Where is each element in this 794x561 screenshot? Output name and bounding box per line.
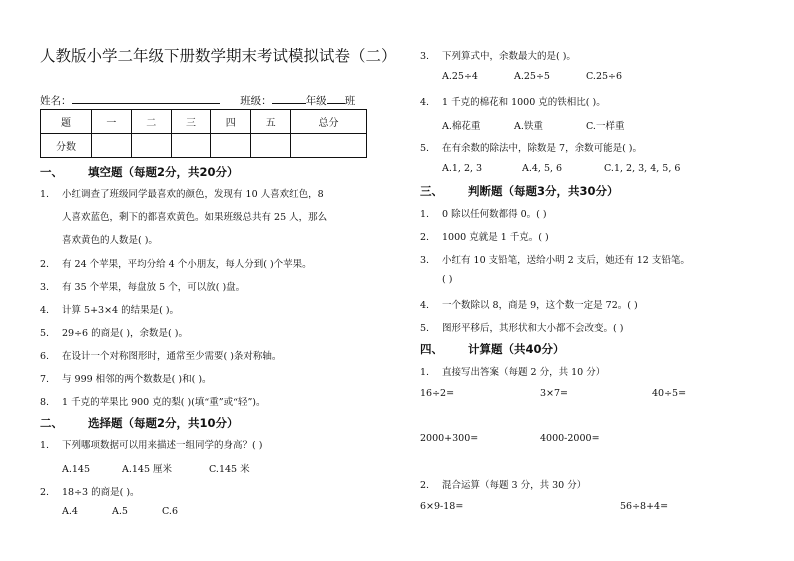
question: 1. 小红调查了班级同学最喜欢的颜色，发现有 10 人喜欢红色，8 xyxy=(40,189,324,200)
question-continued: ( ) xyxy=(442,274,453,285)
question-text: 在有余数的除法中，除数是 7，余数可能是( )。 xyxy=(442,143,642,154)
question-text: 下列算式中，余数最大的是( )。 xyxy=(442,51,576,62)
option[interactable]: C.1, 2, 3, 4, 5, 6 xyxy=(604,163,681,174)
section-number: 三、 xyxy=(420,184,443,198)
question-text: 直接写出答案（每题 2 分，共 10 分） xyxy=(442,367,606,378)
score-cell[interactable] xyxy=(92,134,132,158)
score-table-score-row xyxy=(41,134,367,158)
student-info-line xyxy=(40,93,355,108)
section-title: 判断题（每题3分，共30分） xyxy=(468,184,619,198)
question: 3. 小红有 10 支铅笔，送给小明 2 支后，她还有 12 支铅笔。 xyxy=(420,255,690,266)
grade-field[interactable] xyxy=(272,93,306,104)
grade-suffix: 年级 xyxy=(305,95,327,107)
header-cell: 总分 xyxy=(290,110,366,134)
question: 8. 1 千克的苹果比 900 克的梨( )(填“重”或“轻”)。 xyxy=(40,397,266,408)
header-cell: 五 xyxy=(251,110,291,134)
question: 3. 下列算式中，余数最大的是( )。 xyxy=(420,51,576,62)
question: 1. 0 除以任何数都得 0。( ) xyxy=(420,209,547,220)
section-3-heading xyxy=(420,183,619,199)
class-label: 班级： xyxy=(240,95,272,107)
section-number: 二、 xyxy=(40,416,63,430)
question: 5. 在有余数的除法中，除数是 7，余数可能是( )。 xyxy=(420,143,642,154)
question-text: 与 999 相邻的两个数数是( )和( )。 xyxy=(62,374,212,385)
option[interactable]: C.一样重 xyxy=(586,121,625,132)
question-text: 有 35 个苹果，每盘放 5 个，可以放( )盘。 xyxy=(62,282,246,293)
calc-item: 6×9-18= xyxy=(420,501,464,512)
calc-item: 16÷2= xyxy=(420,388,455,399)
score-cell[interactable] xyxy=(290,134,366,158)
question-text: 有 24 个苹果，平均分给 4 个小朋友，每人分到( )个苹果。 xyxy=(62,259,312,270)
question-text: 混合运算（每题 3 分，共 30 分） xyxy=(442,480,587,491)
question-text: 图形平移后，其形状和大小都不会改变。( ) xyxy=(442,323,624,334)
question: 7. 与 999 相邻的两个数数是( )和( )。 xyxy=(40,374,212,385)
question-text: 18÷3 的商是( )。 xyxy=(62,487,140,498)
options-row xyxy=(442,71,622,82)
name-label: 姓名： xyxy=(40,95,72,107)
score-cell[interactable] xyxy=(211,134,251,158)
question-text: 1 千克的棉花和 1000 克的铁相比( )。 xyxy=(442,97,606,108)
score-table-header-row xyxy=(41,110,367,134)
question: 6. 在设计一个对称图形时，通常至少需要( )条对称轴。 xyxy=(40,351,282,362)
question: 1. 下列哪项数据可以用来描述一组同学的身高？( ) xyxy=(40,440,263,451)
option[interactable]: A.棉花重 xyxy=(442,121,481,132)
options-row xyxy=(442,118,624,132)
option[interactable]: C.6 xyxy=(162,506,178,517)
question: 2. 混合运算（每题 3 分，共 30 分） xyxy=(420,480,587,491)
question: 1. 直接写出答案（每题 2 分，共 10 分） xyxy=(420,367,606,378)
score-cell[interactable] xyxy=(171,134,211,158)
question: 2. 18÷3 的商是( )。 xyxy=(40,487,140,498)
header-cell: 二 xyxy=(131,110,171,134)
class-suffix: 班 xyxy=(344,95,356,107)
question-text: 0 除以任何数都得 0。( ) xyxy=(442,209,547,220)
options-row xyxy=(442,163,680,174)
question-text: 下列哪项数据可以用来描述一组同学的身高？( ) xyxy=(62,440,263,451)
header-cell: 四 xyxy=(211,110,251,134)
section-title: 选择题（每题2分，共10分） xyxy=(88,416,239,430)
question-text: 小红调查了班级同学最喜欢的颜色，发现有 10 人喜欢红色，8 xyxy=(62,189,324,200)
question-text: 在设计一个对称图形时，通常至少需要( )条对称轴。 xyxy=(62,351,282,362)
option[interactable]: A.1, 2, 3 xyxy=(442,163,483,174)
class-field[interactable] xyxy=(327,93,345,104)
question-text: 计算 5+3×4 的结果是( )。 xyxy=(62,305,180,316)
section-1-heading xyxy=(40,164,239,180)
option[interactable]: A.25÷5 xyxy=(514,71,550,82)
question-text: 1000 克就是 1 千克。( ) xyxy=(442,232,549,243)
question: 2. 1000 克就是 1 千克。( ) xyxy=(420,232,549,243)
section-title: 填空题（每题2分，共20分） xyxy=(88,165,239,179)
question: 2. 有 24 个苹果，平均分给 4 个小朋友，每人分到( )个苹果。 xyxy=(40,259,312,270)
score-cell[interactable] xyxy=(251,134,291,158)
section-4-heading xyxy=(420,341,565,357)
question: 5. 图形平移后，其形状和大小都不会改变。( ) xyxy=(420,323,624,334)
question: 3. 有 35 个苹果，每盘放 5 个，可以放( )盘。 xyxy=(40,282,246,293)
question-text: 29÷6 的商是( )，余数是( )。 xyxy=(62,328,188,339)
question-continued: 人喜欢蓝色，剩下的都喜欢黄色。如果班级总共有 25 人，那么 xyxy=(62,212,328,223)
option[interactable]: A.4 xyxy=(62,506,78,517)
question-continued: 喜欢黄色的人数是( )。 xyxy=(62,235,158,246)
option[interactable]: C.25÷6 xyxy=(586,71,623,82)
question-text: 1 千克的苹果比 900 克的梨( )(填“重”或“轻”)。 xyxy=(62,397,266,408)
option[interactable]: A.25÷4 xyxy=(442,71,478,82)
option[interactable]: A.铁重 xyxy=(514,121,543,132)
section-number: 四、 xyxy=(420,342,443,356)
score-row-label: 分数 xyxy=(41,134,92,158)
section-2-heading xyxy=(40,415,239,431)
header-cell: 一 xyxy=(92,110,132,134)
options-row xyxy=(62,506,178,517)
score-cell[interactable] xyxy=(131,134,171,158)
section-title: 计算题（共40分） xyxy=(468,342,565,356)
header-cell: 三 xyxy=(171,110,211,134)
calc-item: 56÷8+4= xyxy=(620,501,669,512)
question: 4. 一个数除以 8，商是 9，这个数一定是 72。( ) xyxy=(420,300,638,311)
options-row xyxy=(62,461,250,475)
option[interactable]: C.145 米 xyxy=(209,464,250,475)
option[interactable]: A.145 xyxy=(62,464,91,475)
calc-item: 3×7= xyxy=(540,388,569,399)
option[interactable]: A.5 xyxy=(112,506,128,517)
page-title: 人教版小学二年级下册数学期末考试模拟试卷（二） xyxy=(40,47,397,65)
section-number: 一、 xyxy=(40,165,63,179)
question: 4. 计算 5+3×4 的结果是( )。 xyxy=(40,305,180,316)
header-cell: 题 xyxy=(41,110,92,134)
calc-item: 2000+300= xyxy=(420,433,479,444)
calc-item: 40÷5= xyxy=(652,388,687,399)
question: 5. 29÷6 的商是( )，余数是( )。 xyxy=(40,328,188,339)
question-text: 小红有 10 支铅笔，送给小明 2 支后，她还有 12 支铅笔。 xyxy=(442,255,690,266)
option[interactable]: A.145 厘米 xyxy=(122,464,173,475)
score-table xyxy=(40,109,367,158)
question: 4. 1 千克的棉花和 1000 克的铁相比( )。 xyxy=(420,97,606,108)
calc-item: 4000-2000= xyxy=(540,433,600,444)
option[interactable]: A.4, 5, 6 xyxy=(522,163,563,174)
question-text: 一个数除以 8，商是 9，这个数一定是 72。( ) xyxy=(442,300,638,311)
name-field[interactable] xyxy=(72,93,220,104)
